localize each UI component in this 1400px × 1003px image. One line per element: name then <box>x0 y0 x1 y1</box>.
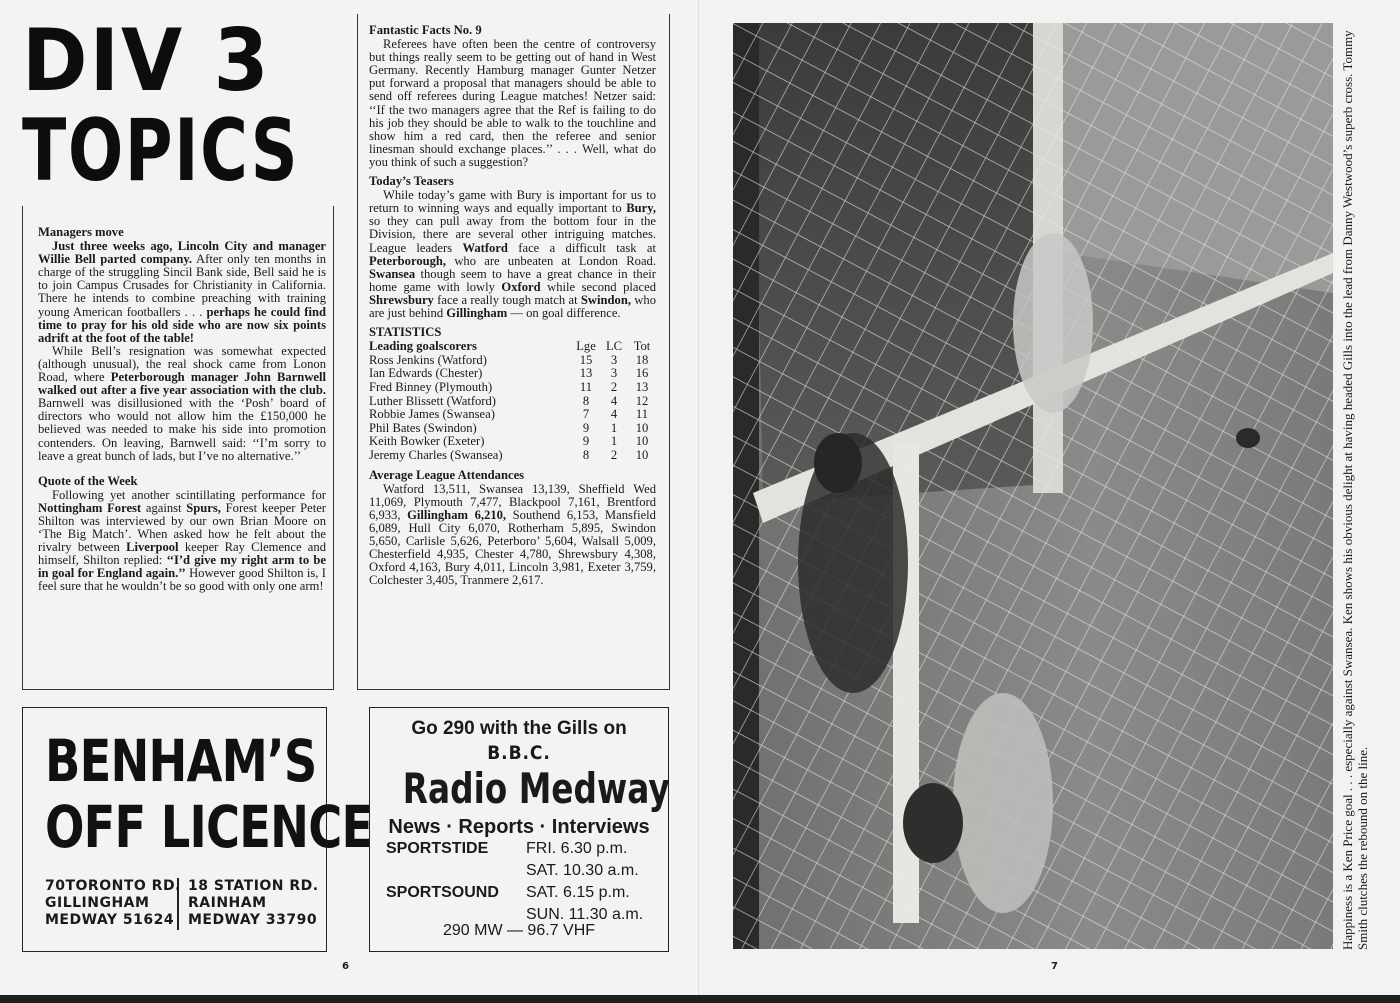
table-row <box>369 381 656 395</box>
right-column <box>369 24 656 587</box>
programme-name: SPORTSTIDE <box>386 840 489 857</box>
quote-bold-b: Nottingham Forest <box>38 500 142 515</box>
scorer-tot: 18 <box>635 352 649 367</box>
table-row <box>369 395 656 409</box>
scorer-lc: 4 <box>610 393 618 408</box>
col-tot-header: Tot <box>633 339 651 354</box>
teasers-text-c: so they can pull away from the bottom four in the Division, there are several other intriguing matches. League leaders <box>369 214 656 255</box>
quote-heading: Quote of the Week <box>38 473 138 488</box>
scorer-lc: 4 <box>610 407 618 422</box>
teasers-bold-n: Swindon, <box>580 292 631 307</box>
frequency-line: 290 MW — 96.7 VHF <box>442 922 596 939</box>
quote-bold-d: Spurs, <box>186 500 221 515</box>
scorer-tot: 13 <box>635 379 649 394</box>
quote-text-i: However good Shilton is, I feel sure that he wouldn’t be so good with only one arm! <box>38 566 326 594</box>
address-rainham <box>188 878 319 929</box>
scorer-tot: 16 <box>635 366 649 381</box>
table-row <box>369 408 656 422</box>
photo-credit <box>1367 30 1387 950</box>
teasers-text-o: who are just behind <box>369 292 656 320</box>
teasers-text-e: face a difficult task at <box>507 240 656 255</box>
page-number-left: 6 <box>342 961 349 972</box>
programme-time: SAT. 10.30 a.m. <box>526 862 639 879</box>
broadcast-schedule <box>386 840 662 928</box>
right-page <box>700 0 1400 1003</box>
teasers-bold-l: Shrewsbury <box>369 292 434 307</box>
programme-name: SPORTSOUND <box>386 884 499 901</box>
attendances-heading: Average League Attendances <box>369 467 525 482</box>
page-title <box>22 11 334 208</box>
scorer-lge: 7 <box>582 407 590 422</box>
advert-tagline: Go 290 with the Gills on <box>411 718 627 739</box>
attendances-text-c: Southend 6,153, Mansfield 6,089, Hull City 6,070, Rotherham 5,895, Swindon 5,650, Carlisle 5,626, Peterboro’ 5,604, Walsall 5,009, Chesterfield 4,935, Chester 4,780, Shrewsbury 4,308, Oxford 4,163, Bury 4,011, Lincoln 3,981, Exeter 3,759, Colchester 3,405, Tranmere 2,617. <box>369 507 656 588</box>
scorer-name: Phil Bates (Swindon) <box>369 420 477 435</box>
goalscorers-title: Leading goalscorers <box>369 339 477 354</box>
advert-bbc: B.B.C. <box>487 742 551 764</box>
address-line: RAINHAM <box>188 895 267 911</box>
table-row <box>369 354 656 368</box>
title-line-1: DIV 3 <box>22 11 271 111</box>
attendances-paragraph <box>369 483 656 588</box>
facts-paragraph: Referees have often been the centre of controversy but things really seem to be getting out of hand in West Germany. Recently Hamburg manager Gunter Netzer put forward a proposal that managers should be able to send off referees during League matches! Netzer said: ‘‘If the two managers agree that the Ref is failing to do his job they should be able to walk to the touchline and show him a red card, then the referee and senior linesman should exchange places.’’ . . . Well, what do you think of such a suggestion? <box>369 37 656 169</box>
advert-brand-line: BENHAM’S <box>45 727 317 795</box>
scorer-name: Ross Jenkins (Watford) <box>369 352 487 367</box>
table-row <box>369 449 656 463</box>
schedule-row <box>386 840 662 862</box>
advert-services: News · Reports · Interviews <box>388 816 650 838</box>
left-column <box>38 226 326 594</box>
teasers-text-g: who are unbeaten at London Road. <box>446 253 656 268</box>
managers-paragraph-2 <box>38 345 326 463</box>
managers-text-1: After only ten months in charge of the struggling Sincil Bank side, Bell said he is to join Campus Crusades for Christianity in California. There he intends to combine preaching with training young American footballers . . . <box>38 252 326 319</box>
radio-medway-advert <box>369 707 669 952</box>
teasers-bold-h: Swansea <box>369 266 416 281</box>
managers-text-3: Barnwell was disillusioned with the ‘Posh’ board of directors who would not allow him the £150,000 he believed was needed to make his side into promotion contenders. On leaving, Barnwell said: ‘‘I’m sorry to leave a great bunch of lads, but I’ve no alternative.’’ <box>38 396 326 463</box>
teasers-bold-f: Peterborough, <box>369 253 447 268</box>
address-gillingham <box>45 878 181 929</box>
table-row <box>369 435 656 449</box>
scorer-lc: 3 <box>610 352 618 367</box>
scorer-tot: 10 <box>635 420 649 435</box>
scorer-lc: 1 <box>610 434 618 449</box>
credit-text <box>1367 0 1383 370</box>
quote-bold-f: Liverpool <box>126 540 179 555</box>
advert-station-name: Radio Medway <box>402 764 670 813</box>
scorer-name: Ian Edwards (Chester) <box>369 366 483 381</box>
attendances-text-a: Watford 13,511, Swansea 13,139, Sheffield Wed 11,069, Plymouth 7,477, Blackpool 7,161, Brentford 6,933, <box>369 481 656 522</box>
table-row <box>369 422 656 436</box>
scorer-name: Keith Bowker (Exeter) <box>369 434 485 449</box>
match-photo <box>733 23 1333 949</box>
goalscorers-table <box>369 340 656 462</box>
managers-bold-2: perhaps he could find time to pray for his old side who are now six points adrift at the foot of the table! <box>38 304 326 345</box>
page-number-right: 7 <box>1051 961 1058 972</box>
address-line: GILLINGHAM <box>45 895 150 911</box>
scorer-tot: 10 <box>635 447 649 462</box>
schedule-row <box>386 884 662 906</box>
programme-time: FRI. 6.30 p.m. <box>526 840 628 857</box>
scorer-lge: 15 <box>579 352 593 367</box>
scan-edge <box>0 995 1400 1003</box>
scorer-tot: 10 <box>635 434 649 449</box>
advert-subtitle-line: OFF LICENCE <box>45 793 373 861</box>
table-row <box>369 367 656 381</box>
quote-text-a: Following yet another scintillating performance for <box>52 487 326 502</box>
teasers-heading: Today’s Teasers <box>369 174 454 189</box>
scorer-lge: 11 <box>579 379 593 394</box>
scorer-name: Luther Blissett (Watford) <box>369 393 496 408</box>
scorer-name: Jeremy Charles (Swansea) <box>369 447 503 462</box>
teasers-text-q: — on goal difference. <box>507 305 621 320</box>
match-photo-image <box>733 23 1333 949</box>
scorer-lc: 3 <box>610 366 618 381</box>
programme-time: SUN. 11.30 a.m. <box>526 906 644 923</box>
quote-text-g: keeper Ray Clemence and himself, Shilton replied: <box>38 540 326 568</box>
facts-heading: Fantastic Facts No. 9 <box>369 23 482 37</box>
scorer-tot: 12 <box>635 393 649 408</box>
teasers-text-k: while second placed <box>540 279 656 294</box>
managers-bold-1: Just three weeks ago, Lincoln City and manager Willie Bell parted company. <box>38 239 326 267</box>
phone-line: MEDWAY 33790 <box>188 912 318 928</box>
address-line: 70TORONTO RD. <box>45 878 181 894</box>
scorer-name: Fred Binney (Plymouth) <box>369 379 493 394</box>
teasers-bold-d: Watford <box>462 240 508 255</box>
quote-text-c: against <box>141 500 187 515</box>
quote-paragraph <box>38 489 326 594</box>
managers-heading: Managers move <box>38 225 124 239</box>
teasers-text-m: face a really tough match at <box>433 292 581 307</box>
scorer-lge: 8 <box>582 393 590 408</box>
managers-bold-3: Peterborough manager John Barnwell walked out after a five year association with the club. <box>38 370 326 398</box>
programme-time: SAT. 6.15 p.m. <box>526 884 630 901</box>
teasers-text-a: While today’s game with Bury is important for us to return to winning ways and equally important to <box>369 188 656 216</box>
col-lge-header: Lge <box>576 339 596 354</box>
col-lc-header: LC <box>605 339 623 354</box>
scorer-lc: 2 <box>610 379 618 394</box>
address-line: 18 STATION RD. <box>188 878 319 894</box>
teasers-bold-p: Gillingham <box>446 305 508 320</box>
managers-paragraph-1 <box>38 240 326 345</box>
title-line-2: TOPICS <box>22 101 300 201</box>
quote-bold-h: ‘‘I’d give my right arm to be in goal for England again.’’ <box>38 553 326 581</box>
scorer-lge: 9 <box>582 434 590 449</box>
schedule-row <box>386 862 662 884</box>
scorer-lge: 9 <box>582 420 590 435</box>
teasers-bold-b: Bury, <box>626 201 656 216</box>
teasers-text-i: though seem to have a great chance in their home game with lowly <box>369 266 656 294</box>
benhams-advert <box>22 707 373 952</box>
scorer-tot: 11 <box>635 407 649 422</box>
scorer-name: Robbie James (Swansea) <box>369 407 495 422</box>
teasers-paragraph <box>369 189 656 320</box>
scorer-lge: 8 <box>582 447 590 462</box>
teasers-bold-j: Oxford <box>501 279 541 294</box>
scorer-lc: 1 <box>610 420 618 435</box>
scorer-lc: 2 <box>610 447 618 462</box>
statistics-heading: STATISTICS <box>369 325 442 340</box>
managers-text-2: While Bell’s resignation was somewhat expected (although unusual), the real shock came from Lonon Road, where <box>38 343 326 385</box>
quote-text-e: Forest keeper Peter Shilton was interviewed by our own Brian Moore on ‘The Big Match’. When asked how he felt about the rivalry between <box>38 500 326 555</box>
scorer-lge: 13 <box>579 366 593 381</box>
attendances-bold-b: Gillingham 6,210, <box>407 507 507 522</box>
caption-text: Happiness is a Ken Price goal . . . especially against Swansea. Ken shows his obvious delight at having headed Gills into the lead from Danny Westwood’s superb cross. Tommy Smith clutches the rebound on the line. <box>1340 30 1370 950</box>
goalscorers-header-row <box>369 340 656 354</box>
phone-line: MEDWAY 51624 <box>45 912 175 928</box>
